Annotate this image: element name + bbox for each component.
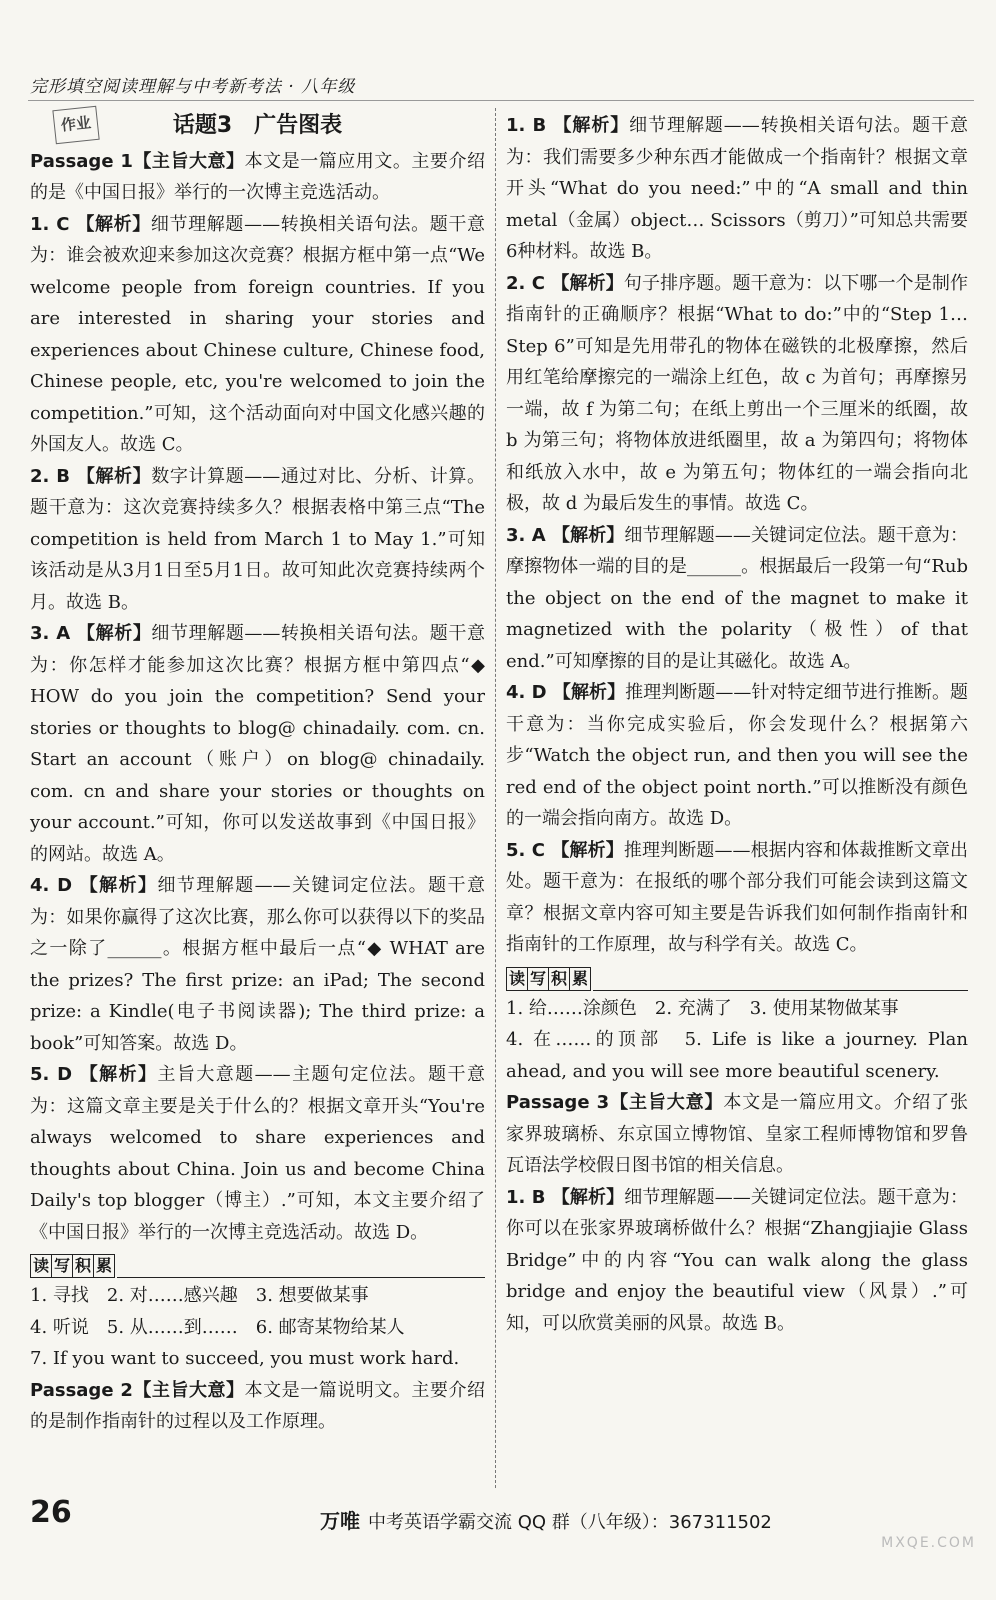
passage-3-heading: Passage 3【主旨大意】: [506, 1092, 724, 1113]
answer-item: 5. D 【解析】主旨大意题——主题句定位法。题干意为：这篇文章主要是关于什么的？根据文章开头“You're always welcomed to share experiences and thoughts about China. Join us and become China Daily's top blogger（博主）.”可知，本文主要介绍了《中国日报》举行的一次博主竞选活动。故选 D。: [30, 1064, 485, 1243]
accum-line-1: 1. 寻找 2. 对……感兴趣 3. 想要做某事: [30, 1285, 369, 1306]
accum-label-box: 读 写 积 累: [506, 967, 591, 991]
answer-item: 4. D 【解析】细节理解题——关键词定位法。题干意为：如果你赢得了这次比赛，那么你可以获得以下的奖品之一除了______。根据方框中最后一点“◆ WHAT are the prizes? The first prize: an iPad; The second prize: a Kindle(电子书阅读器); The third prize: a book”可知答案。故选 D。: [30, 875, 485, 1054]
running-header: 完形填空阅读理解与中考新考法 · 八年级: [30, 77, 356, 97]
answer-item: 1. C 【解析】细节理解题——转换相关语句法。题干意为：谁会被欢迎来参加这次竞赛？根据方框中第一点“We welcome people from foreign countries. If you are interested in sharing your stories and experiences about Chinese culture, Chinese food, Chinese people, etc, you're welcomed to join the competition.”可知，这个活动面向对中国文化感兴趣的外国友人。故选 C。: [30, 213, 486, 455]
accum-line-1: 1. 给……涂颜色 2. 充满了 3. 使用某物做某事: [506, 997, 899, 1019]
left-column: [30, 110, 485, 1438]
answer-item: 1. B 【解析】细节理解题——关键词定位法。题干意为：你可以在张家界玻璃桥做什么？根据“Zhangjiajie Glass Bridge”中的内容“You can walk along the glass bridge and enjoy the beautiful view（风景）.”可知，可以欣赏美丽的风景。故选 B。: [506, 1186, 968, 1334]
brand-logo: 万唯: [320, 1509, 360, 1533]
accum-line-2: 4. 听说 5. 从……到…… 6. 邮寄某物给某人: [30, 1316, 405, 1338]
reading-writing-accumulation-heading: [30, 1254, 485, 1278]
passage-2-heading: Passage 2【主旨大意】: [30, 1379, 245, 1401]
answer-item: 3. A 【解析】细节理解题——关键词定位法。题干意为：摩擦物体一端的目的是______。根据最后一段第一句“Rub the object on the end of the magnet to make it magnetized with the polarity（极性）of that end.”可知摩擦的目的是让其磁化。故选 A。: [506, 524, 969, 672]
reading-writing-accumulation-heading: [506, 967, 968, 991]
column-divider: [495, 108, 496, 1488]
passage-2-text: 本文是一篇说明文。主要介绍的是制作指南针的过程以及工作原理。: [30, 1379, 485, 1432]
right-column: [506, 110, 968, 1339]
footer-line: [320, 1505, 772, 1534]
passage-3-text: 本文是一篇应用文。介绍了张家界玻璃桥、东京国立博物馆、皇家工程师博物馆和罗鲁瓦语法学校假日图书馆的相关信息。: [506, 1092, 968, 1176]
answer-item: 1. B 【解析】细节理解题——转换相关语句法。题干意为：我们需要多少种东西才能做成一个指南针？根据文章开头“What do you need:”中的“A small and thin metal（金属）object… Scissors（剪刀）”可知总共需要6种材料。故选 B。: [506, 115, 968, 262]
topic-title-text: 话题3 广告图表: [172, 113, 343, 138]
passage-1-heading: Passage 1【主旨大意】: [30, 150, 245, 172]
header-rule: [28, 100, 974, 101]
answer-item: 3. A 【解析】细节理解题——转换相关语句法。题干意为：你怎样才能参加这次比赛？根据方框中第四点“◆ HOW do you join the competition? Send your stories or thoughts to blog@ chinadaily. com. cn. Start an account（账户）on blog@ chinadaily. com. cn and share your stories or thoughts on your account.”可知，你可以发送故事到《中国日报》的网站。故选 A。: [30, 623, 485, 865]
topic-title: [30, 110, 485, 142]
accum-line-3: 7. If you want to succeed, you must work hard.: [30, 1348, 460, 1369]
answer-item: 2. B 【解析】数字计算题——通过对比、分析、计算。题干意为：这次竞赛持续多久？根据表格中第三点“The competition is held from March 1 to May 1.”可知该活动是从3月1日至5月1日。故可知此次竞赛持续两个月。故选 B。: [30, 465, 485, 613]
answer-item: 5. C 【解析】推理判断题——根据内容和体裁推断文章出处。题干意为：在报纸的哪个部分我们可能会读到这篇文章？根据文章内容可知主要是告诉我们如何制作指南针和指南针的工作原理，故与科学有关。故选 C。: [506, 839, 968, 955]
answer-item: 2. C 【解析】句子排序题。题干意为：以下哪一个是制作指南针的正确顺序？根据“What to do:”中的“Step 1… Step 6”可知是先用带孔的物体在磁铁的北极摩擦，然后用红笔给摩擦完的一端涂上红色，故 c 为首句；再摩擦另一端，故 f 为第二句；在纸上剪出一个三厘米的纸圈，故 b 为第三句；将物体放进纸圈里，故 a 为第四句；将物体和纸放入水中，故 e 为第五句；物体红的一端会指向北极，故 d 为最后发生的事情。故选 C。: [506, 272, 968, 514]
passage-3-summary: [506, 1087, 968, 1182]
accum-rule: [593, 990, 968, 991]
page-number: 26: [30, 1495, 72, 1530]
accum-line-2: 4. 在……的顶部 5. Life is like a journey. Plan ahead, and you will see more beautiful scenery.: [506, 1029, 968, 1082]
passage-2-summary: [30, 1375, 485, 1438]
homework-stamp: 作业: [52, 106, 99, 144]
accum-rule: [117, 1277, 485, 1278]
passage-1-text: 本文是一篇应用文。主要介绍的是《中国日报》举行的一次博主竞选活动。: [30, 150, 485, 203]
footer-qq-group: 中考英语学霸交流 QQ 群（八年级）：367311502: [368, 1512, 772, 1533]
accum-label-box: 读 写 积 累: [30, 1254, 115, 1278]
site-watermark: MXQE.COM: [881, 1535, 976, 1551]
answer-item: 4. D 【解析】推理判断题——针对特定细节进行推断。题干意为：当你完成实验后，你会发现什么？根据第六步“Watch the object run, and then you will see the red end of the object point north.”可以推断没有颜色的一端会指向南方。故选 D。: [506, 682, 968, 829]
passage-1-summary: [30, 146, 485, 209]
